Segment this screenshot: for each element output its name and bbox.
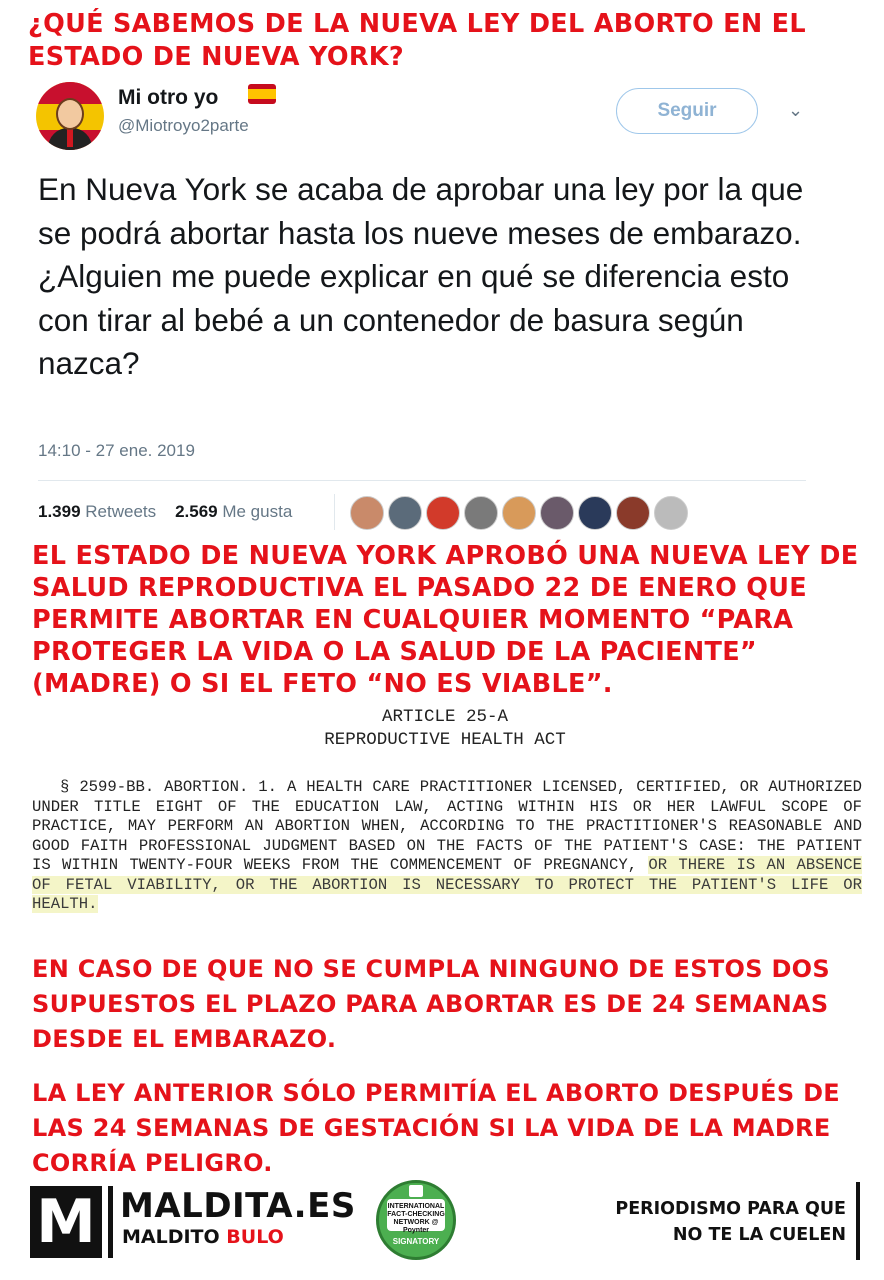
tweet-card <box>0 74 884 544</box>
ifcn-signatory: SIGNATORY <box>392 1237 440 1246</box>
tweet-text: En Nueva York se acaba de aprobar una ley por la que se podrá abortar hasta los nueve meses de embarazo. ¿Alguien me puede explicar en qué se diferencia esto con tirar al bebé a un contenedor de basura según nazca? <box>38 171 804 382</box>
legal-text-highlight: OR THERE IS AN ABSENCE OF FETAL VIABILITY, OR THE ABORTION IS NECESSARY TO PROTECT THE PATIENT'S LIFE OR HEALTH. <box>32 856 862 913</box>
user-name[interactable]: Mi otro yo <box>118 86 219 109</box>
maldita-logo: M <box>30 1186 102 1258</box>
explanation-paragraph-1: EL ESTADO DE NUEVA YORK APROBÓ UNA NUEVA LEY DE SALUD REPRODUCTIVA EL PASADO 22 DE ENERO QUE PERMITE ABORTAR EN CUALQUIER MOMENTO “PARA PROTEGER LA VIDA O LA SALUD DE LA PACIENTE” (MADRE) O SI EL FETO “NO ES VIABLE”. <box>32 541 859 699</box>
explanation-paragraph-2: EN CASO DE QUE NO SE CUMPLA NINGUNO DE ESTOS DOS SUPUESTOS EL PLAZO PARA ABORTAR ES DE 24 SEMANAS DESDE EL EMBARAZO. <box>32 955 830 1053</box>
liker-avatar[interactable] <box>654 496 688 530</box>
liker-avatar[interactable] <box>578 496 612 530</box>
headline: ¿QUÉ SABEMOS DE LA NUEVA LEY DEL ABORTO EN EL ESTADO DE NUEVA YORK? <box>28 9 806 72</box>
divider <box>334 494 335 530</box>
explanation-paragraph-3: LA LEY ANTERIOR SÓLO PERMITÍA EL ABORTO DESPUÉS DE LAS 24 SEMANAS DE GESTACIÓN SI LA VIDA DE LA MADRE CORRÍA PELIGRO. <box>32 1079 840 1177</box>
legal-heading <box>30 706 860 752</box>
tweet-stats <box>38 502 292 522</box>
liker-avatar[interactable] <box>426 496 460 530</box>
liker-avatar[interactable] <box>540 496 574 530</box>
divider <box>108 1186 113 1258</box>
avatar[interactable] <box>36 82 104 150</box>
spain-flag-icon <box>248 84 276 104</box>
tagline-line-2: NO TE LA CUELEN <box>672 1225 846 1245</box>
brand-subtitle <box>122 1226 284 1248</box>
liker-avatar[interactable] <box>388 496 422 530</box>
likes-label[interactable]: Me gusta <box>222 502 293 521</box>
act-name: REPRODUCTIVE HEALTH ACT <box>324 730 566 750</box>
brand-sub-red: BULO <box>226 1226 284 1248</box>
likes-count[interactable]: 2.569 <box>175 502 218 521</box>
brand-sub-black: MALDITO <box>122 1226 227 1248</box>
divider <box>856 1182 860 1260</box>
retweets-count[interactable]: 1.399 <box>38 502 81 521</box>
legal-text-plain: § 2599-BB. ABORTION. 1. A HEALTH CARE PRACTITIONER LICENSED, CERTIFIED, OR AUTHORIZED UNDER TITLE EIGHT OF THE EDUCATION LAW, ACTING WITHIN HIS OR HER LAWFUL SCOPE OF PRACTICE, MAY PERFORM AN ABORTION WHEN, ACCORDING TO THE PRACTITIONER'S REASONABLE AND GOOD FAITH PROFESSIONAL JUDGMENT BASED ON THE FACTS OF THE PATIENT'S CASE: THE PATIENT IS WITHIN TWENTY-FOUR WEEKS FROM THE COMMENCEMENT OF PREGNANCY, <box>32 778 862 874</box>
tweet-timestamp[interactable]: 14:10 - 27 ene. 2019 <box>38 441 195 460</box>
tagline <box>560 1196 846 1248</box>
ifcn-badge-icon <box>376 1180 456 1260</box>
liker-avatar[interactable] <box>616 496 650 530</box>
liker-avatars <box>350 496 688 532</box>
article-number: ARTICLE 25-A <box>381 707 509 727</box>
retweets-label[interactable]: Retweets <box>85 502 157 521</box>
liker-avatar[interactable] <box>350 496 384 530</box>
tagline-line-1: PERIODISMO PARA QUE <box>615 1199 846 1219</box>
liker-avatar[interactable] <box>464 496 498 530</box>
divider <box>38 480 806 481</box>
follow-button[interactable]: Seguir <box>616 88 758 134</box>
brand-name: MALDITA.ES <box>120 1186 356 1226</box>
ifcn-text: INTERNATIONAL FACT-CHECKING NETWORK @ Poynter <box>387 1199 445 1231</box>
liker-avatar[interactable] <box>502 496 536 530</box>
user-handle[interactable]: @Miotroyo2parte <box>118 116 249 135</box>
chevron-down-icon[interactable]: ⌄ <box>788 100 804 120</box>
legal-text <box>32 778 862 915</box>
